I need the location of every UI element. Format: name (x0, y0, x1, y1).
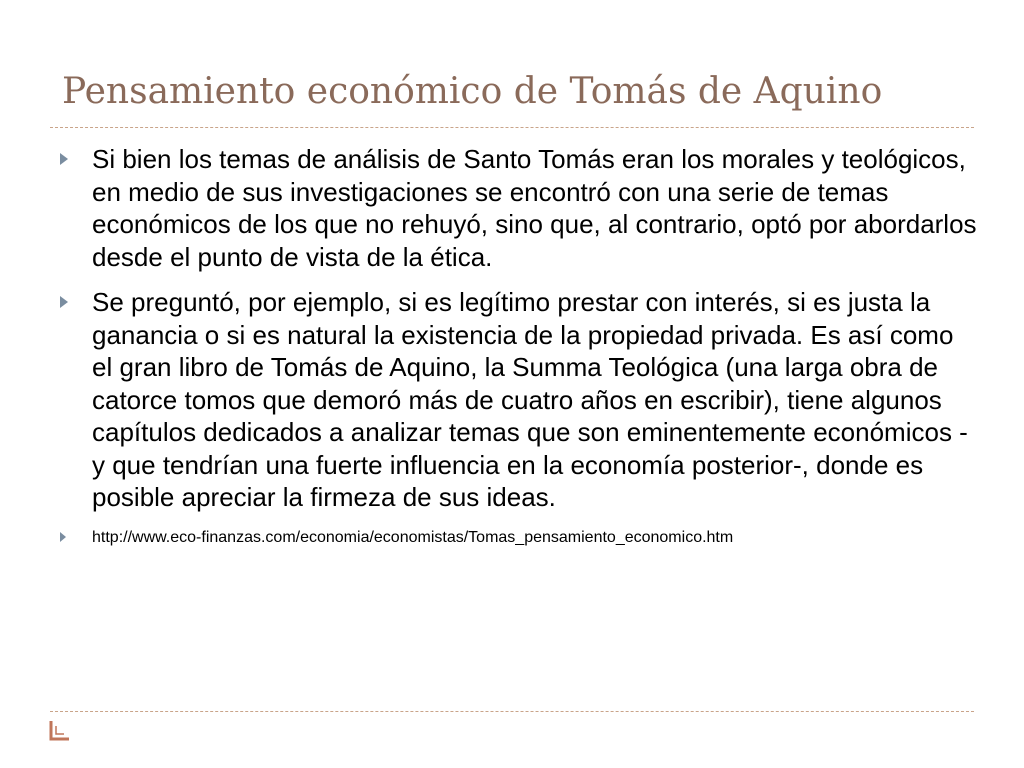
bullet-item (58, 286, 978, 514)
slide-title: Pensamiento económico de Tomás de Aquino (62, 71, 883, 112)
slide-content (58, 143, 978, 562)
source-link-item[interactable] (58, 527, 978, 549)
source-link[interactable]: http://www.eco-finanzas.com/economia/economistas/Tomas_pensamiento_economico.htm (92, 528, 734, 546)
triangle-bullet-icon (60, 296, 68, 308)
bullet-item (58, 143, 978, 273)
triangle-bullet-icon (60, 153, 68, 165)
title-divider (50, 127, 974, 128)
footer-divider (50, 711, 974, 712)
triangle-bullet-icon (60, 532, 66, 542)
bullet-text: Se preguntó, por ejemplo, si es legítimo prestar con interés, si es justa la ganancia o si es natural la existencia de la propiedad privada. Es así como el gran libro de Tomás de Aquino, la Summa Teológica (una larga obra de catorce tomos que demoró más de cuatro años en escribir), tiene algunos capítulos dedicados a analizar temas que son eminentemente económicos -y que tendrían una fuerte influencia en la economía posterior-, donde es posible apreciar la firmeza de sus ideas. (92, 287, 968, 512)
bullet-text: Si bien los temas de análisis de Santo Tomás eran los morales y teológicos, en medio de sus investigaciones se encontró con una serie de temas económicos de los que no rehuyó, sino que, al contrario, optó por abordarlos desde el punto de vista de la ética. (92, 144, 977, 272)
corner-ornament-icon (48, 720, 70, 742)
